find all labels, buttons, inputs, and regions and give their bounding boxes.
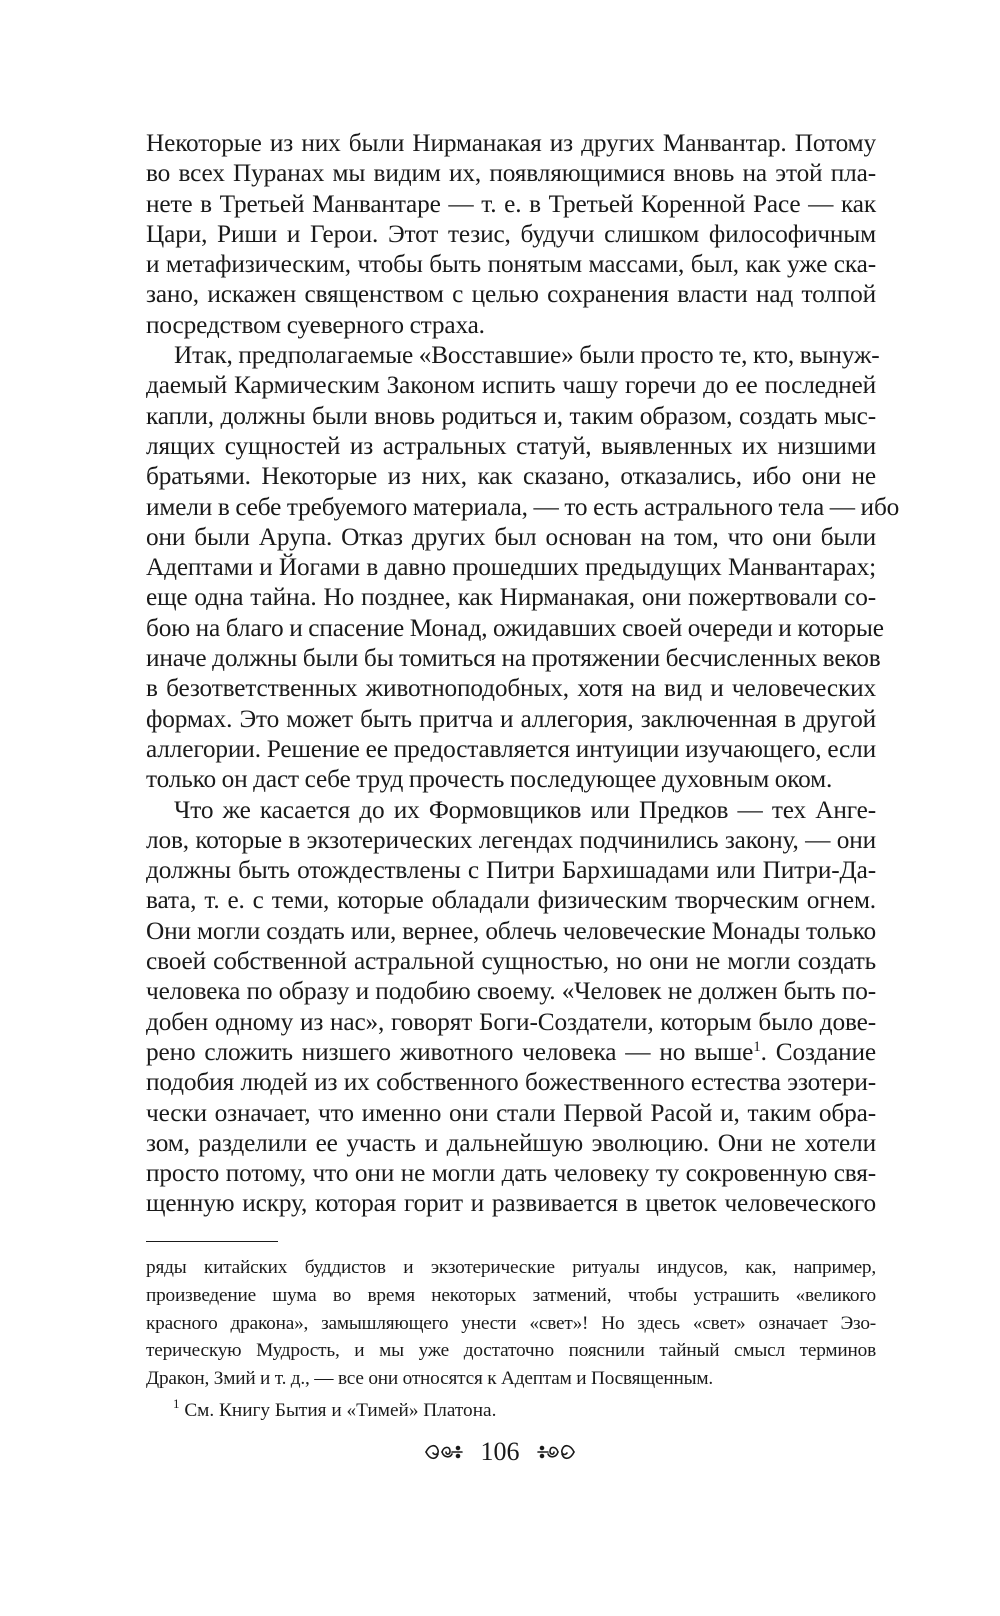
footnote-ref[interactable]: 1 bbox=[753, 1038, 761, 1055]
text-line: просто потому, что они не могли дать человеку ту сокровенную свя- bbox=[146, 1159, 876, 1188]
text-line: своей собственной астральной сущностью, но они не могли создать bbox=[146, 947, 876, 976]
text-line: аллегории. Решение ее предоставляется интуиции изучающего, если bbox=[146, 734, 876, 763]
page-number: 106 bbox=[480, 1437, 520, 1467]
text-segment: рено сложить низшего животного человека — но выше bbox=[146, 1037, 754, 1066]
text-line: Некоторые из них были Нирманакая из других Манвантар. Потому bbox=[146, 129, 876, 157]
paragraph-1 bbox=[146, 128, 876, 340]
footnote-divider bbox=[146, 1241, 278, 1242]
text-line: во всех Пуранах мы видим их, появляющимися вновь на этой пла- bbox=[146, 159, 876, 188]
footnote-1 bbox=[146, 1397, 876, 1425]
text-line: вата, т. е. с теми, которые обладали физическим творческим огнем. bbox=[146, 886, 876, 915]
text-line: подобия людей из их собственного божественного естества эзотери- bbox=[146, 1068, 876, 1097]
ornament-right-icon bbox=[536, 1440, 578, 1464]
text-line: братьями. Некоторые из них, как сказано, отказались, ибо они не bbox=[146, 462, 876, 491]
text-line: Цари, Риши и Герои. Этот тезис, будучи слишком философичным bbox=[146, 219, 876, 248]
text-line: бою на благо и спасение Монад, ожидавших своей очереди и которые bbox=[146, 613, 884, 642]
footnote-line: ряды китайских буддистов и экзотерические ритуалы индусов, как, например, bbox=[146, 1257, 876, 1278]
text-line: лящих сущностей из астральных статуй, выявленных их низшими bbox=[146, 431, 876, 460]
text-line: они были Арупа. Отказ других был основан на том, что они были bbox=[146, 522, 876, 551]
text-line: чески означает, что именно они стали Первой Расой и, таким обра- bbox=[146, 1098, 876, 1127]
text-line: капли, должны были вновь родиться и, таким образом, создать мыс- bbox=[146, 401, 876, 430]
text-line: только он даст себе труд прочесть последующее духовным оком. bbox=[146, 765, 833, 794]
text-line: имели в себе требуемого материала, — то есть астрального тела — ибо bbox=[146, 492, 900, 521]
paragraph-2 bbox=[146, 340, 900, 794]
text-line: добен одному из нас», говорят Боги-Создатели, которым было дове- bbox=[146, 1007, 876, 1036]
text-line: Итак, предполагаемые «Восставшие» были просто те, кто, вынуж- bbox=[174, 341, 880, 370]
text-line: Адептами и Йогами в давно прошедших предыдущих Манвантарах; bbox=[146, 553, 876, 582]
text-line: формах. Это может быть притча и аллегория, заключенная в другой bbox=[146, 704, 876, 733]
ornament-left-icon bbox=[422, 1440, 464, 1464]
text-line: лов, которые в экзотерических легендах подчинились закону, — они bbox=[146, 825, 876, 854]
footnote-line: красного дракона», замышляющего унести «свет»! Но здесь «свет» означает Эзо- bbox=[146, 1312, 876, 1334]
footnote-line: терическую Мудрость, и мы уже достаточно пояснили тайный смысл терминов bbox=[146, 1340, 876, 1362]
text-line: иначе должны были бы томиться на протяжении бесчисленных веков bbox=[146, 644, 881, 673]
footnotes bbox=[146, 1254, 876, 1425]
text-line: еще одна тайна. Но позднее, как Нирманакая, они пожертвовали со- bbox=[146, 583, 876, 612]
text-line: должны быть отождествлены с Питри Бархишадами или Питри-Да- bbox=[146, 856, 876, 885]
text-line: и метафизическим, чтобы быть понятым массами, был, как уже ска- bbox=[146, 250, 876, 279]
footnote-text: См. Книгу Бытия и «Тимей» Платона. bbox=[179, 1399, 497, 1421]
text-line: нете в Третьей Манвантаре — т. е. в Третьей Коренной Расе — как bbox=[146, 189, 876, 218]
main-text bbox=[146, 128, 900, 1219]
text-line: зом, разделили ее участь и дальнейшую эволюцию. Они не хотели bbox=[146, 1128, 876, 1157]
page-folio bbox=[0, 1433, 1000, 1469]
text-line: в безответственных животноподобных, хотя на вид и человеческих bbox=[146, 674, 876, 703]
text-line: Они могли создать или, вернее, облечь человеческие Монады только bbox=[146, 916, 876, 945]
text-line-with-footnote-ref bbox=[146, 1037, 876, 1067]
text-segment: . Создание bbox=[760, 1037, 877, 1066]
text-line: Что же касается до их Формовщиков или Предков — тех Анге- bbox=[174, 795, 876, 824]
text-line: зано, искажен священством с целью сохранения власти над толпой bbox=[146, 280, 876, 309]
text-line: щенную искру, которая горит и развивается в цветок человеческого bbox=[146, 1189, 876, 1218]
text-line: человека по образу и подобию своему. «Человек не должен быть по- bbox=[146, 977, 876, 1006]
footnote-line: Дракон, Змий и т. д., — все они относятся к Адептам и Посвященным. bbox=[146, 1368, 713, 1390]
footnote-line: произведение шума во время некоторых затмений, чтобы устрашить «великого bbox=[146, 1284, 876, 1306]
text-line: посредством суеверного страха. bbox=[146, 310, 485, 339]
paragraph-3 bbox=[146, 795, 876, 1219]
footnote-marker: 1 bbox=[173, 1395, 180, 1411]
text-line: даемый Кармическим Законом испить чашу горечи до ее последней bbox=[146, 371, 876, 400]
